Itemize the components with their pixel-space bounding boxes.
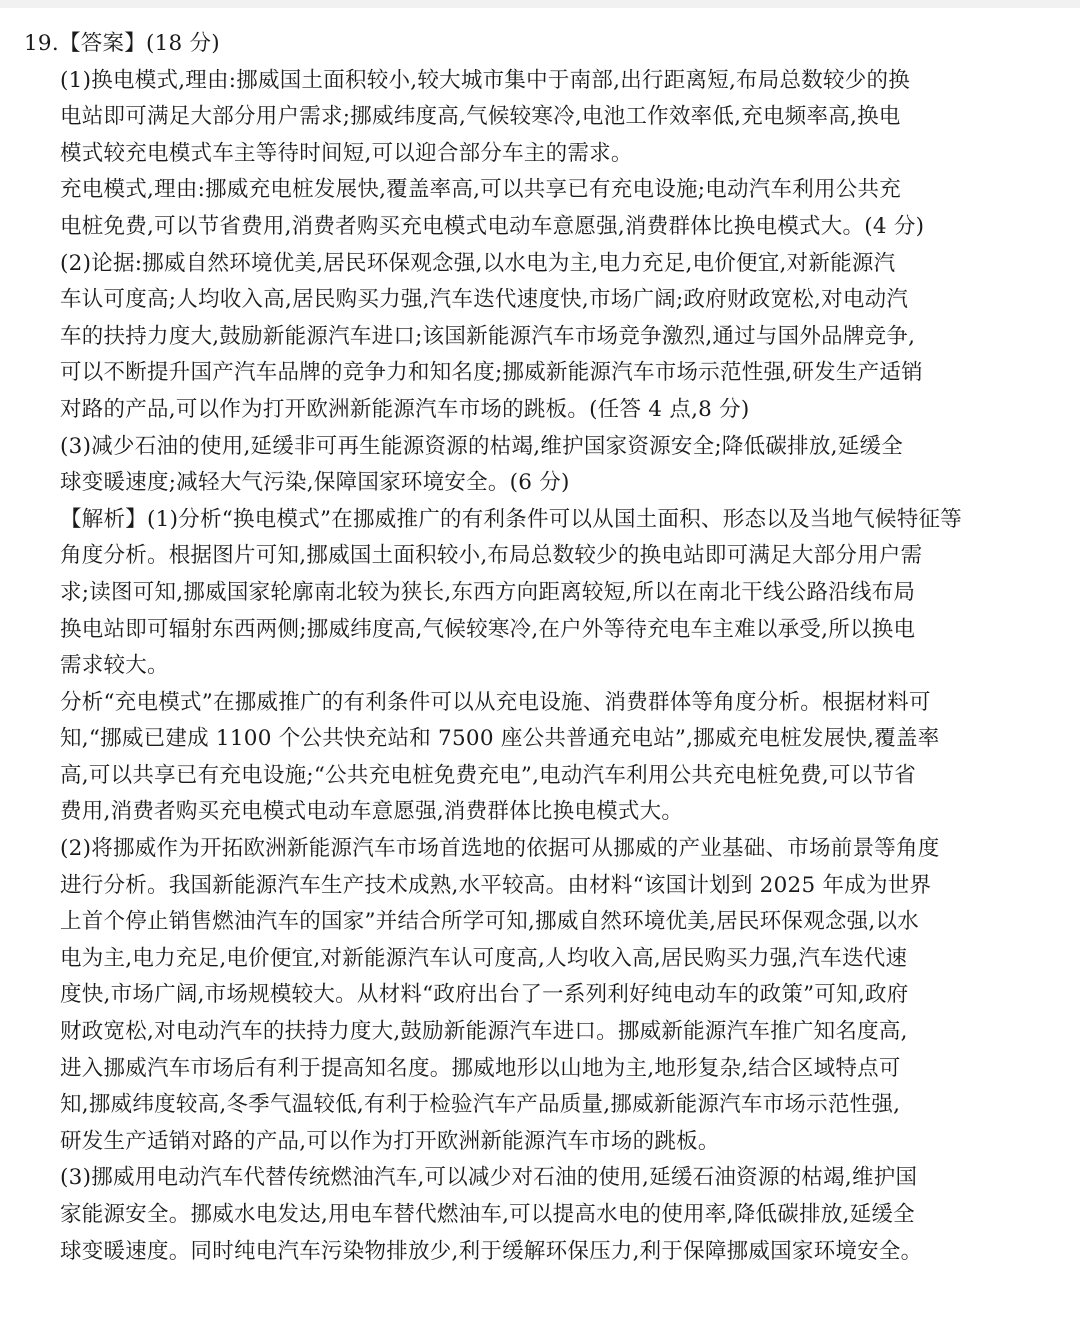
top-margin-strip xyxy=(0,0,1080,8)
text-line: 度快,市场广阔,市场规模较大。从材料“政府出台了一系列利好纯电动车的政策”可知,政府 xyxy=(60,982,909,1008)
text-line: 分析“充电模式”在挪威推广的有利条件可以从充电设施、消费群体等角度分析。根据材料可 xyxy=(60,689,931,715)
text-line: 车认可度高;人均收入高,居民购买力强,汽车迭代速度快,市场广阔;政府财政宽松,对电动汽 xyxy=(60,287,909,313)
text-line: 可以不断提升国产汽车品牌的竞争力和知名度;挪威新能源汽车市场示范性强,研发生产适销 xyxy=(60,360,923,386)
text-line: 电为主,电力充足,电价便宜,对新能源汽车认可度高,人均收入高,居民购买力强,汽车迭代速 xyxy=(60,945,908,971)
text-line: 高,可以共享已有充电设施;“公共充电桩免费充电”,电动汽车利用公共充电桩免费,可以节省 xyxy=(60,762,916,788)
text-line: 球变暖速度;减轻大气污染,保障国家环境安全。(6 分) xyxy=(60,470,570,496)
text-line: 进行分析。我国新能源汽车生产技术成熟,水平较高。由材料“该国计划到 2025 年成为世界 xyxy=(60,872,932,898)
text-line: 上首个停止销售燃油汽车的国家”并结合所学可知,挪威自然环境优美,居民环保观念强,以水 xyxy=(60,909,919,935)
text-line: 车的扶持力度大,鼓励新能源汽车进口;该国新能源汽车市场竞争激烈,通过与国外品牌竞争, xyxy=(60,323,916,349)
text-line: 电站即可满足大部分用户需求;挪威纬度高,气候较寒冷,电池工作效率低,充电频率高,换电 xyxy=(60,104,901,130)
text-line: (1)换电模式,理由:挪威国土面积较小,较大城市集中于南部,出行距离短,布局总数较少的换 xyxy=(60,67,911,93)
text-line: 角度分析。根据图片可知,挪威国土面积较小,布局总数较少的换电站即可满足大部分用户需 xyxy=(60,543,923,569)
text-line: (3)减少石油的使用,延缓非可再生能源资源的枯竭,维护国家资源安全;降低碳排放,延缓全 xyxy=(60,433,903,459)
text-line: (3)挪威用电动汽车代替传统燃油汽车,可以减少对石油的使用,延缓石油资源的枯竭,维护国 xyxy=(60,1165,918,1191)
text-line: (2)将挪威作为开拓欧洲新能源汽车市场首选地的依据可从挪威的产业基础、市场前景等角度 xyxy=(60,836,940,862)
text-line: 知,“挪威已建成 1100 个公共快充站和 7500 座公共普通充电站”,挪威充电桩发展快,覆盖率 xyxy=(60,726,940,752)
text-line: (2)论据:挪威自然环境优美,居民环保观念强,以水电为主,电力充足,电价便宜,对新能源汽 xyxy=(60,250,896,276)
text-line: 对路的产品,可以作为打开欧洲新能源汽车市场的跳板。(任答 4 点,8 分) xyxy=(60,396,750,422)
text-line: 研发生产适销对路的产品,可以作为打开欧洲新能源汽车市场的跳板。 xyxy=(60,1128,720,1154)
text-line: 知,挪威纬度较高,冬季气温较低,有利于检验汽车产品质量,挪威新能源汽车市场示范性强, xyxy=(60,1092,901,1118)
text-line: 财政宽松,对电动汽车的扶持力度大,鼓励新能源汽车进口。挪威新能源汽车推广知名度高, xyxy=(60,1019,908,1045)
text-line: 充电模式,理由:挪威充电桩发展快,覆盖率高,可以共享已有充电设施;电动汽车利用公共充 xyxy=(60,177,901,203)
text-line: 需求较大。 xyxy=(60,653,169,679)
question-heading: 19.【答案】(18 分) xyxy=(24,31,220,56)
text-line: 模式较充电模式车主等待时间短,可以迎合部分车主的需求。 xyxy=(60,140,633,166)
answer-document xyxy=(24,26,1064,1270)
text-line: 进入挪威汽车市场后有利于提高知名度。挪威地形以山地为主,地形复杂,结合区域特点可 xyxy=(60,1055,901,1081)
text-line: 费用,消费者购买充电模式电动车意愿强,消费群体比换电模式大。 xyxy=(60,799,684,825)
text-line: 家能源安全。挪威水电发达,用电车替代燃油车,可以提高水电的使用率,降低碳排放,延缓全 xyxy=(60,1202,915,1227)
text-line: 电桩免费,可以节省费用,消费者购买充电模式电动车意愿强,消费群体比换电模式大。(4 分) xyxy=(60,213,925,239)
text-line: 换电站即可辐射东西两侧;挪威纬度高,气候较寒冷,在户外等待充电车主难以承受,所以换电 xyxy=(60,616,916,642)
analysis-heading-line: 【解析】(1)分析“换电模式”在挪威推广的有利条件可以从国土面积、形态以及当地气候特征等 xyxy=(60,506,962,532)
text-line: 求;读图可知,挪威国家轮廓南北较为狭长,东西方向距离较短,所以在南北干线公路沿线布局 xyxy=(60,579,916,605)
text-line: 球变暖速度。同时纯电汽车污染物排放少,利于缓解环保压力,利于保障挪威国家环境安全。 xyxy=(60,1238,923,1264)
